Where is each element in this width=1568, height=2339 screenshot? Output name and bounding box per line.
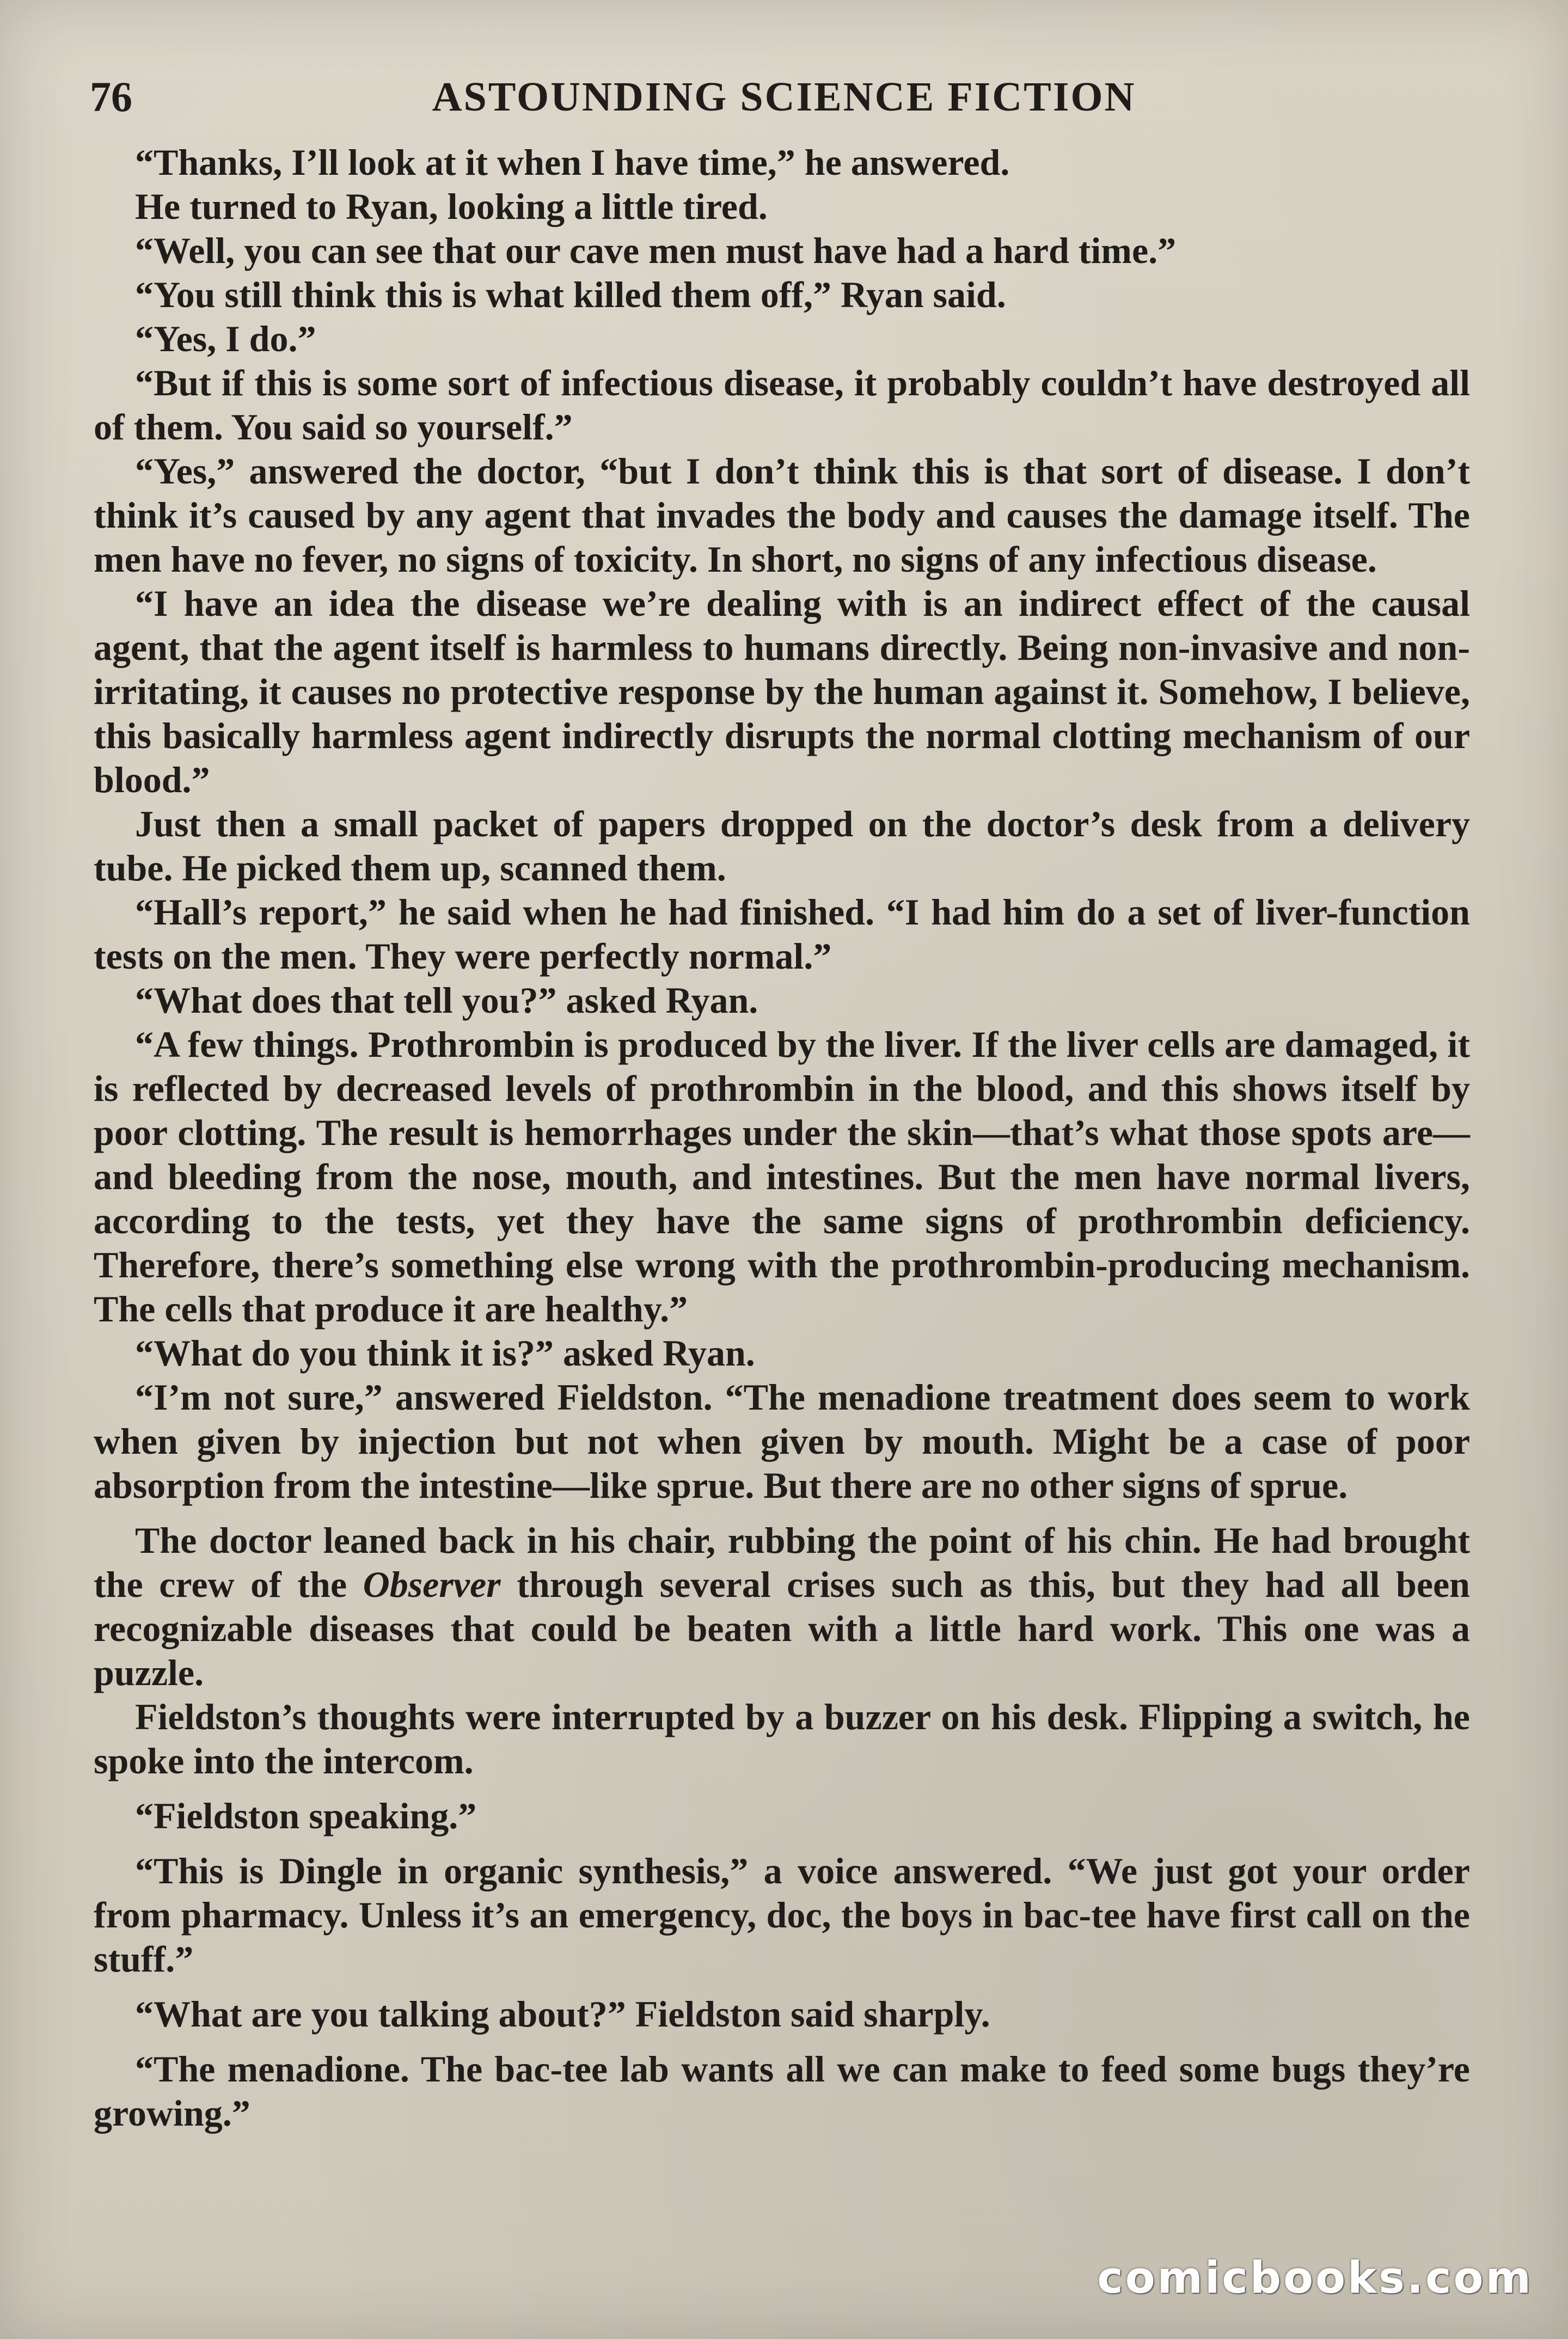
paragraph: “This is Dingle in organic synthesis,” a voice answered. “We just got your order from pharmacy. Unless it’s an emergency, doc, the boys in bac-tee have first call on the stuff.”	[94, 1850, 1470, 1980]
paragraph-text: The doctor leaned back in his chair, rubbing the point of his chin. He had brought the crew of the	[94, 1520, 1470, 1605]
paragraph: “What does that tell you?” asked Ryan.	[135, 979, 758, 1021]
paragraph: “Thanks, I’ll look at it when I have time,” he answered.	[135, 142, 1010, 183]
paragraph: “Yes, I do.”	[135, 318, 316, 359]
story-text	[94, 140, 1470, 2135]
paragraph: “The menadione. The bac-tee lab wants all we can make to feed some bugs they’re growing.”	[94, 2048, 1470, 2134]
paragraph-text: through several crises such as this, but they had all been recognizable diseases that could be beaten with a little hard work. This one was a puzzle.	[94, 1564, 1470, 1693]
watermark: comicbooks.com	[1097, 2252, 1533, 2303]
paragraph: “What do you think it is?” asked Ryan.	[135, 1332, 755, 1374]
page-number: 76	[90, 73, 132, 120]
paragraph: “I’m not sure,” answered Fieldston. “The menadione treatment does seem to work when given by injection but not when given by mouth. Might be a case of poor absorption from the intestine—like sprue. But there are no other signs of sprue.	[94, 1376, 1470, 1506]
paragraph: “Hall’s report,” he said when he had finished. “I had him do a set of liver-function tests on the men. They were perfectly normal.”	[94, 891, 1470, 977]
paragraph: Just then a small packet of papers dropped on the doctor’s desk from a delivery tube. He picked them up, scanned them.	[94, 803, 1470, 889]
paragraph: “But if this is some sort of infectious disease, it probably couldn’t have destroyed all of them. You said so yourself.”	[94, 362, 1470, 448]
paragraph: “You still think this is what killed them off,” Ryan said.	[135, 274, 1006, 315]
paragraph: “A few things. Prothrombin is produced by the liver. If the liver cells are damaged, it is reflected by decreased levels of prothrombin in the blood, and this shows itself by poor clotting. The result is hemorrhages under the skin—that’s what those spots are—and bleeding from the nose, mouth, and intestines. But the men have normal livers, according to the tests, yet they have the same signs of prothrombin deficiency. Therefore, there’s something else wrong with the prothrombin-producing mechanism. The cells that produce it are healthy.”	[94, 1024, 1470, 1330]
paragraph: Fieldston’s thoughts were interrupted by a buzzer on his desk. Flipping a switch, he spoke into the intercom.	[94, 1696, 1470, 1781]
paragraph: “Yes,” answered the doctor, “but I don’t think this is that sort of disease. I don’t think it’s caused by any agent that invades the body and causes the damage itself. The men have no fever, no signs of toxicity. In short, no signs of any infectious disease.	[94, 450, 1470, 580]
running-head-title: ASTOUNDING SCIENCE FICTION	[432, 74, 1136, 120]
paragraph	[94, 1518, 1470, 1695]
paragraph: “What are you talking about?” Fieldston said sharply.	[135, 1993, 990, 2035]
paragraph: “Fieldston speaking.”	[135, 1795, 477, 1836]
paragraph: “I have an idea the disease we’re dealing with is an indirect effect of the causal agent, that the agent itself is harmless to humans directly. Being non-invasive and non-irritating, it causes no protective response by the human against it. Somehow, I believe, this basically harmless agent indirectly disrupts the normal clotting mechanism of our blood.”	[94, 583, 1470, 800]
ship-name: Observer	[363, 1564, 501, 1605]
paragraph: “Well, you can see that our cave men must have had a hard time.”	[135, 230, 1177, 271]
paragraph: He turned to Ryan, looking a little tired.	[135, 186, 768, 227]
